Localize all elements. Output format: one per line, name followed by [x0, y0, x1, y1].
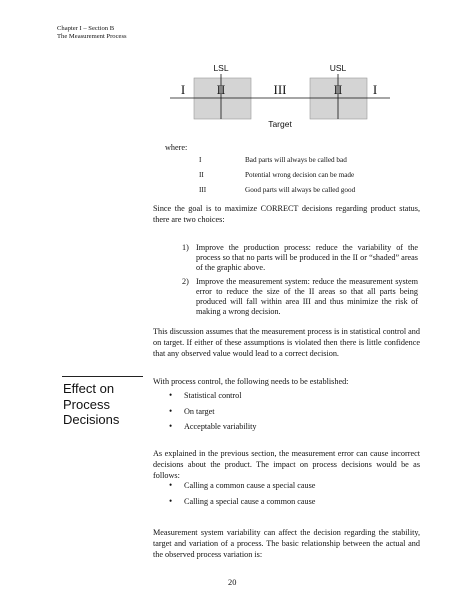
choice-number: 2) [182, 276, 189, 286]
decision-zones-diagram [170, 62, 392, 130]
zone-label-left-II: II [216, 82, 226, 97]
legend-row [195, 186, 355, 201]
list-item: • Calling a special cause a common cause [169, 497, 409, 513]
lsl-label: LSL [213, 63, 229, 73]
list-item: • Acceptable variability [169, 422, 409, 438]
usl-label: USL [329, 63, 347, 73]
running-header [57, 25, 127, 42]
zone-label-right-I: I [372, 82, 378, 97]
zone-label-III: III [273, 82, 287, 97]
choice-text: Improve the production process: reduce the variability of the process so that no parts will be produced in the II or “shaded” areas of the graphic above. [196, 243, 418, 273]
choice-item [182, 243, 418, 274]
impact-list [169, 481, 409, 512]
zone-label-left-I: I [180, 82, 186, 97]
choice-text: Improve the measurement system: reduce the measurement system error to reduce the size of the II areas so that all parts being produced will fall within area III and thus minimize the risk of making a wrong decision. [196, 276, 418, 317]
list-item: • On target [169, 407, 409, 423]
target-label: Target [268, 119, 292, 129]
header-section: The Measurement Process [57, 33, 127, 41]
legend-row [195, 171, 355, 186]
side-heading-line: Decisions [63, 412, 120, 427]
legend-num: III [199, 186, 207, 194]
closing-paragraph: Measurement system variability can affect the decision regarding the stability, target and variation of a process. The basic relationship between the actual and the observed process variation is: [153, 528, 420, 560]
legend-num: II [199, 171, 204, 179]
process-control-intro: With process control, the following needs to be established: [153, 377, 349, 386]
header-chapter: Chapter I – Section B [57, 25, 115, 32]
intro-paragraph: Since the goal is to maximize CORRECT decisions regarding product status, there are two choices: [153, 204, 420, 225]
assumption-paragraph: This discussion assumes that the measurement process is in statistical control and on target. If either of these assumptions is violated then there is little confidence that any observed value would lead to a correct decision. [153, 327, 420, 359]
legend-text: Potential wrong decision can be made [245, 171, 355, 179]
side-heading-rule [62, 376, 143, 377]
list-item: • Statistical control [169, 391, 409, 407]
side-heading-line: Process [63, 396, 110, 412]
page-number: 20 [228, 578, 237, 587]
zone-legend [195, 156, 355, 201]
legend-num: I [199, 156, 202, 164]
zone-label-right-II: II [333, 82, 343, 97]
where-label: where: [165, 143, 188, 152]
side-heading-line: Effect on [63, 381, 115, 396]
legend-text: Good parts will always be called good [245, 186, 356, 194]
side-heading [63, 381, 119, 428]
choice-number: 1) [182, 243, 189, 252]
explained-paragraph: As explained in the previous section, the measurement error can cause incorrect decisions about the product. The impact on process decisions would be as follows: [153, 449, 420, 481]
choices-list [182, 243, 418, 320]
choice-item [182, 277, 418, 318]
process-control-list [169, 391, 409, 438]
legend-row [195, 156, 355, 171]
legend-text: Bad parts will always be called bad [245, 156, 347, 164]
list-item: • Calling a common cause a special cause [169, 481, 409, 497]
